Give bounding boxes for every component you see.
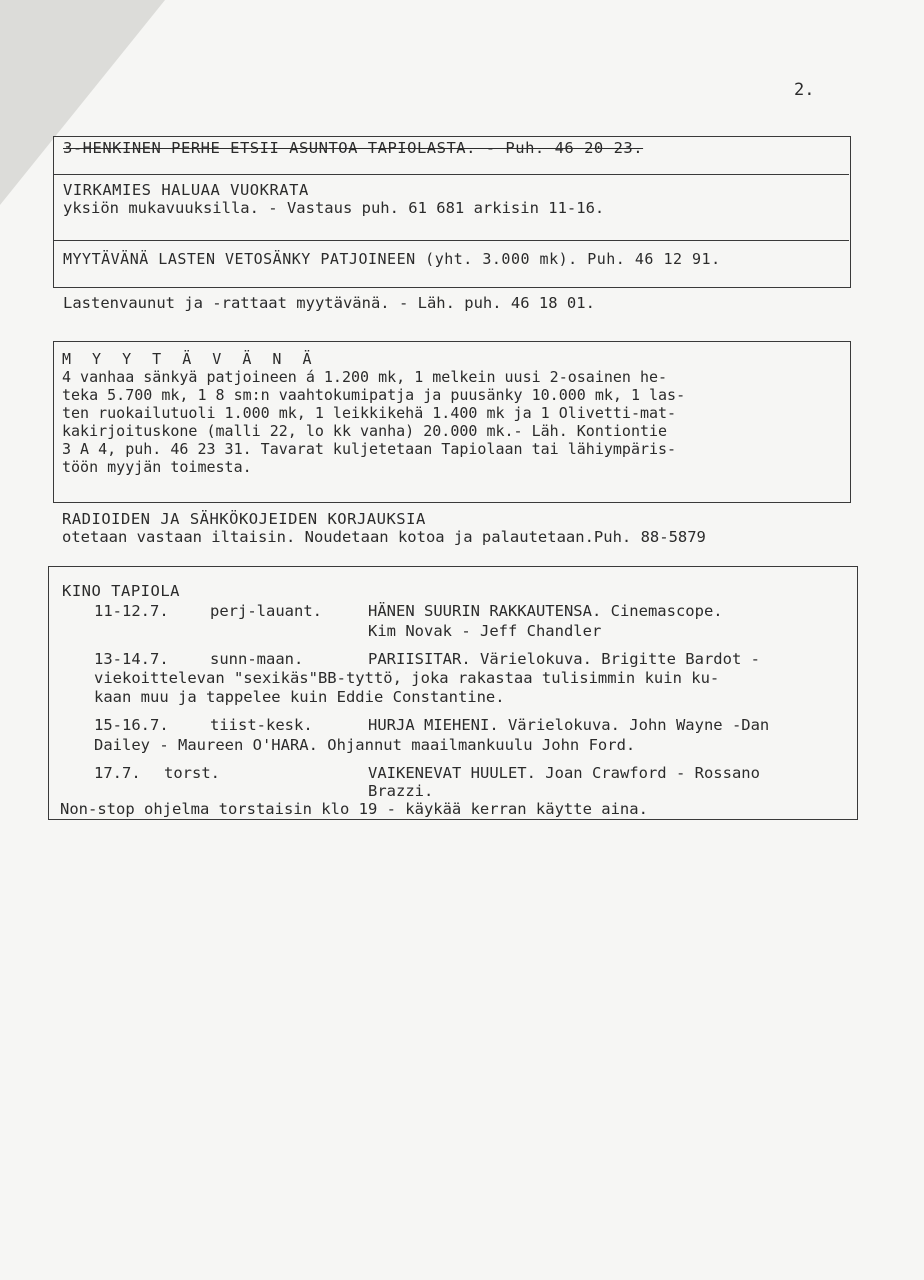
show-1-title: HÄNEN SUURIN RAKKAUTENSA. Cinemascope. [368,602,723,620]
show-3-title: HURJA MIEHENI. Värielokuva. John Wayne -Dan [368,716,770,734]
show-2-dates: 13-14.7. [94,650,169,668]
divider-1 [53,174,849,175]
show-2-title: PARIISITAR. Värielokuva. Brigitte Bardot - [368,650,760,668]
show-4-cast: Brazzi. [368,782,434,800]
ad-pram: Lastenvaunut ja -rattaat myytävänä. - Läh. puh. 46 18 01. [63,294,595,312]
ad-official-rent [63,181,604,217]
show-4-dates: 17.7. [94,764,141,782]
show-4-days: torst. [164,764,220,782]
show-2-days: sunn-maan. [210,650,304,668]
sale-line: töön myyjän toimesta. [62,458,252,476]
ad-official-line2: yksiön mukavuuksilla. - Vastaus puh. 61 681 arkisin 11-16. [63,199,605,217]
kino-title: KINO TAPIOLA [62,582,180,600]
show-3-days: tiist-kesk. [210,716,313,734]
ad-family-seeks-apartment: 3-HENKINEN PERHE ETSII ASUNTOA TAPIOLASTA. - Puh. 46 20 23. [63,139,644,157]
show-1-cast: Kim Novak - Jeff Chandler [368,622,602,640]
sale-line: ten ruokailutuoli 1.000 mk, 1 leikkikehä 1.400 mk ja 1 Olivetti-mat- [62,404,677,422]
sale-line: 4 vanhaa sänkyä patjoineen á 1.200 mk, 1 melkein uusi 2-osainen he- [62,368,668,386]
sale-line: 3 A 4, puh. 46 23 31. Tavarat kuljetetaan Tapiolaan tai lähiympäris- [62,440,677,458]
show-1-days: perj-lauant. [210,602,322,620]
show-3-dates: 15-16.7. [94,716,169,734]
sale-line: kakirjoituskone (malli 22, lo kk vanha) 20.000 mk.- Läh. Kontiontie [62,422,668,440]
show-1-dates: 11-12.7. [94,602,169,620]
kino-footer: Non-stop ohjelma torstaisin klo 19 - käykää kerran käytte aina. [60,800,648,818]
sale-line: teka 5.700 mk, 1 8 sm:n vaahtokumipatja ja puusänky 10.000 mk, 1 las- [62,386,686,404]
show-4-title: VAIKENEVAT HUULET. Joan Crawford - Rossano [368,764,760,782]
show-3-desc-line2: Dailey - Maureen O'HARA. Ohjannut maailmankuulu John Ford. [94,736,636,754]
ad-childrens-bed: MYYTÄVÄNÄ LASTEN VETOSÄNKY PATJOINEEN (yht. 3.000 mk). Puh. 46 12 91. [63,250,721,268]
sale-heading: M Y Y T Ä V Ä N Ä [62,350,318,368]
radio-line2: otetaan vastaan iltaisin. Noudetaan kotoa ja palautetaan.Puh. 88-5879 [62,528,706,546]
ad-for-sale [62,350,685,476]
ad-official-line1: VIRKAMIES HALUAA VUOKRATA [63,181,309,199]
page-number: 2. [794,80,815,100]
divider-2 [53,240,849,241]
show-2-desc-line3: kaan muu ja tappelee kuin Eddie Constantine. [94,688,505,706]
ad-radio-repairs [62,510,706,546]
radio-line1: RADIOIDEN JA SÄHKÖKOJEIDEN KORJAUKSIA [62,510,426,528]
show-2-desc-line2: viekoittelevan "sexikäs"BB-tyttö, joka rakastaa tulisimmin kuin ku- [94,669,720,687]
